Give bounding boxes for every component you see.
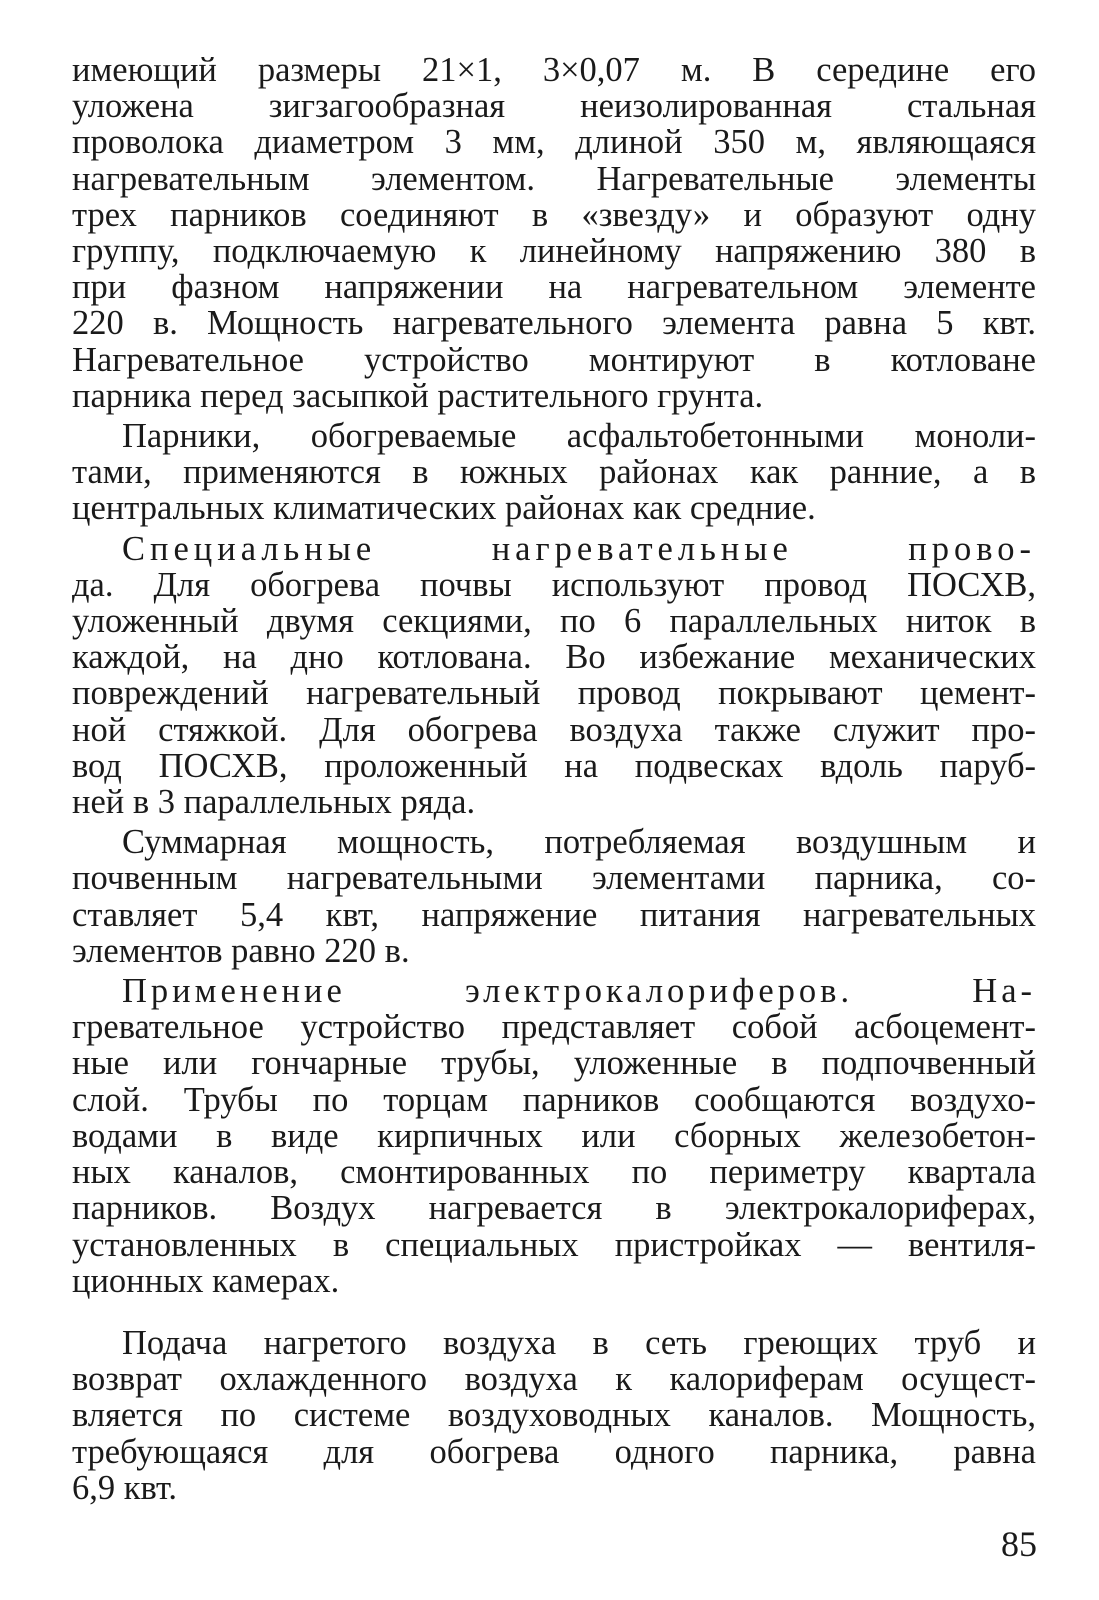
text-line: ционных камерах.: [72, 1261, 340, 1300]
text-line: ные или гончарные трубы, уложенные в подпочвенный: [72, 1044, 1036, 1083]
section-heading-line: Специальные нагревательные прово-: [122, 529, 1036, 568]
text-line: ной стяжкой. Для обогрева воздуха также служит про-: [72, 710, 1036, 749]
text-line: проволока диаметром 3 мм, длиной 350 м, являющаяся: [72, 123, 1036, 162]
text-line: парников. Воздух нагревается в электрокалориферах,: [72, 1189, 1036, 1228]
text-line: уложена зигзагообразная неизолированная стальная: [72, 87, 1036, 126]
text-line: парника перед засыпкой растительного грунта.: [72, 376, 764, 415]
text-line: требующаяся для обогрева одного парника, равна: [72, 1432, 1036, 1471]
text-line: центральных климатических районах как средние.: [72, 489, 816, 528]
page-number: 85: [1001, 1524, 1037, 1564]
page-text: [72, 52, 1036, 1506]
text-line: ней в 3 параллельных ряда.: [72, 783, 476, 822]
text-line: почвенным нагревательными элементами парника, со-: [72, 859, 1036, 898]
text-line: при фазном напряжении на нагревательном элементе: [72, 268, 1036, 307]
text-line: Подача нагретого воздуха в сеть греющих труб и: [122, 1323, 1036, 1362]
text-line: водами в виде кирпичных или сборных железобетон-: [72, 1116, 1036, 1155]
paragraph-1: [72, 52, 1036, 414]
text-line: да. Для обогрева почвы используют провод ПОСХВ,: [72, 565, 1036, 604]
text-line: установленных в специальных пристройках — вентиля-: [72, 1225, 1036, 1264]
text-line: возврат охлажденного воздуха к калориферам осущест-: [72, 1360, 1036, 1399]
paragraph-3: [72, 531, 1036, 821]
section-heading-line: Применение электрокалориферов. На-: [122, 972, 1036, 1011]
text-line: нагревательным элементом. Нагревательные элементы: [72, 159, 1036, 198]
text-line: уложенный двумя секциями, по 6 параллельных ниток в: [72, 602, 1036, 641]
paragraph-4: [72, 824, 1036, 969]
text-line: гревательное устройство представляет собой асбоцемент-: [72, 1008, 1036, 1047]
text-line: каждой, на дно котлована. Во избежание механических: [72, 638, 1036, 677]
text-line: повреждений нагревательный провод покрывают цемент-: [72, 674, 1036, 713]
text-line: Парники, обогреваемые асфальтобетонными моноли-: [122, 417, 1036, 456]
text-line: Суммарная мощность, потребляемая воздушным и: [122, 823, 1036, 862]
text-line: тами, применяются в южных районах как ранние, а в: [72, 453, 1036, 492]
text-line: имеющий размеры 21×1, 3×0,07 м. В середине его: [72, 51, 1036, 89]
text-line: вляется по системе воздуховодных каналов. Мощность,: [72, 1396, 1036, 1435]
paragraph-5: [72, 973, 1036, 1299]
text-line: вод ПОСХВ, проложенный на подвесках вдоль паруб-: [72, 746, 1036, 785]
text-line: элементов равно 220 в.: [72, 931, 410, 970]
paragraph-6: [72, 1325, 1036, 1506]
text-line: трех парников соединяют в «звезду» и образуют одну: [72, 195, 1036, 234]
text-line: 220 в. Мощность нагревательного элемента равна 5 квт.: [72, 304, 1036, 343]
text-line: ных каналов, смонтированных по периметру квартала: [72, 1153, 1036, 1192]
text-line: слой. Трубы по торцам парников сообщаются воздухо-: [72, 1080, 1036, 1119]
paragraph-2: [72, 418, 1036, 527]
text-line: группу, подключаемую к линейному напряжению 380 в: [72, 232, 1036, 271]
text-line: Нагревательное устройство монтируют в котловане: [72, 340, 1036, 379]
text-line: ставляет 5,4 квт, напряжение питания нагревательных: [72, 895, 1036, 934]
text-line: 6,9 квт.: [72, 1468, 178, 1507]
